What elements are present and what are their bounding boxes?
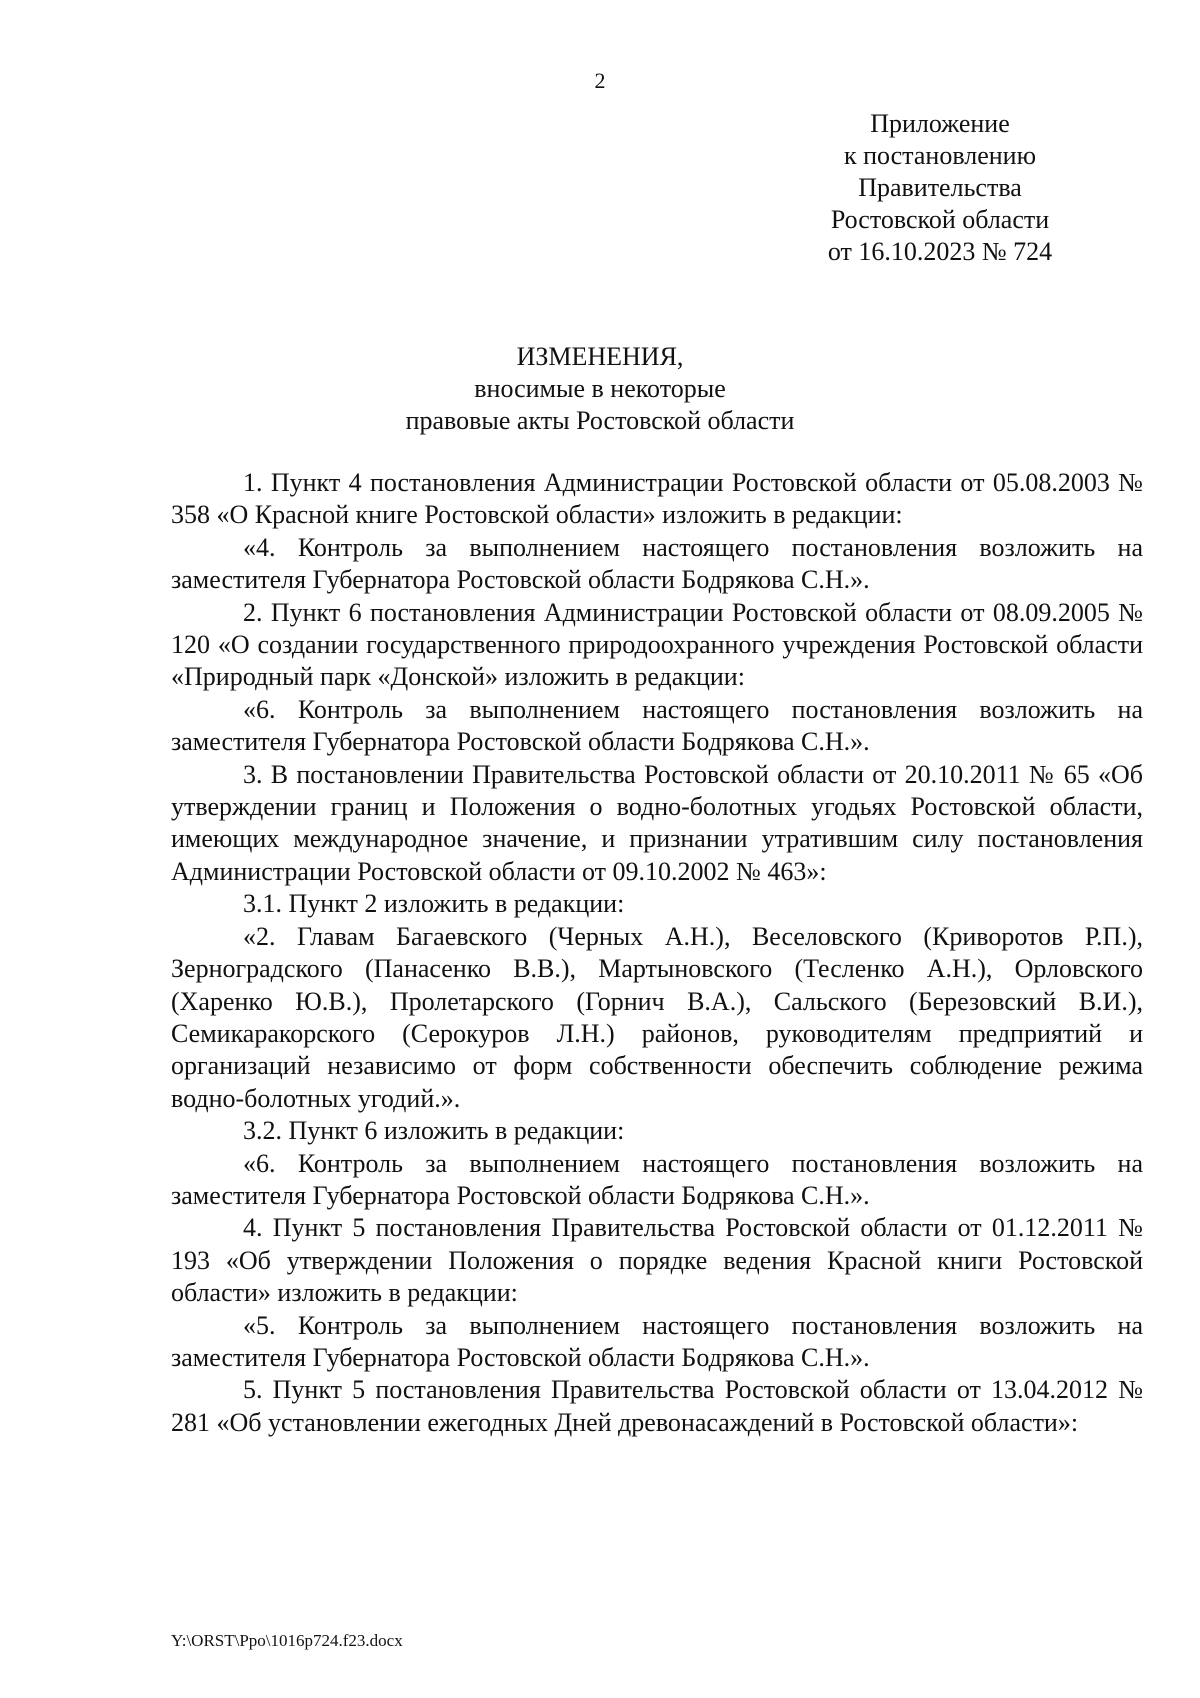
- paragraph: 3.1. Пункт 2 изложить в редакции:: [243, 889, 625, 919]
- paragraph: «5. Контроль за выполнением настоящего постановления возложить на заместителя Губернатора Ростовской области Бодрякова С.Н.».: [171, 1310, 1143, 1372]
- paragraph: «6. Контроль за выполнением настоящего постановления возложить на заместителя Губернатора Ростовской области Бодрякова С.Н.».: [171, 694, 1143, 757]
- appendix-line: Приложение: [870, 109, 1010, 138]
- title-subtitle: правовые акты Ростовской области: [405, 406, 795, 435]
- title-heading: ИЗМЕНЕНИЯ,: [516, 342, 684, 371]
- paragraph: 3. В постановлении Правительства Ростовской области от 20.10.2011 № 65 «Об утверждении границ и Положения о водно-болотных угодьях Ростовской области, имеющих международное значение, и признании утратившим силу постановления Администрации Ростовской области от 09.10.2002 № 463»:: [171, 759, 1143, 886]
- paragraph: 5. Пункт 5 постановления Правительства Ростовской области от 13.04.2012 № 281 «Об установлении ежегодных Дней древонасаждений в Ростовской области»:: [171, 1375, 1143, 1437]
- paragraph: 3.2. Пункт 6 изложить в редакции:: [243, 1116, 625, 1146]
- appendix-line: к постановлению: [843, 141, 1037, 170]
- document-title: [0, 341, 1200, 437]
- page-number: 2: [594, 68, 606, 93]
- appendix-line: от 16.10.2023 № 724: [827, 237, 1053, 266]
- appendix-line: Ростовской области: [830, 205, 1050, 234]
- paragraph: 1. Пункт 4 постановления Администрации Ростовской области от 05.08.2003 № 358 «О Красной книге Ростовской области» изложить в редакции:: [171, 468, 1143, 530]
- paragraph: 2. Пункт 6 постановления Администрации Ростовской области от 08.09.2005 № 120 «О создании государственного природоохранного учреждения Ростовской области «Природный парк «Донской» изложить в редакции:: [171, 597, 1143, 692]
- paragraph: «6. Контроль за выполнением настоящего постановления возложить на заместителя Губернатора Ростовской области Бодрякова С.Н.».: [171, 1148, 1143, 1210]
- paragraph: «4. Контроль за выполнением настоящего постановления возложить на заместителя Губернатора Ростовской области Бодрякова С.Н.».: [171, 532, 1143, 595]
- paragraph: «2. Главам Багаевского (Черных А.Н.), Веселовского (Криворотов Р.П.), Зерноградского (Панасенко В.В.), Мартыновского (Тесленко А.Н.), Орловского (Харенко Ю.В.), Пролетарского (Горнич В.А.), Сальского (Березовский В.И.), Семикаракорского (Серокуров Л.Н.) районов, руководителям предприятий и организаций независимо от форм собственности обеспечить соблюдение режима водно-болотных угодий.».: [171, 921, 1143, 1113]
- footer-file-path: Y:\ORST\Ppo\1016p724.f23.docx: [171, 1631, 403, 1650]
- title-subtitle: вносимые в некоторые: [474, 374, 726, 403]
- document-body: [171, 467, 1143, 1439]
- appendix-line: Правительства: [858, 173, 1022, 202]
- paragraph: 4. Пункт 5 постановления Правительства Ростовской области от 01.12.2011 № 193 «Об утверждении Положения о порядке ведения Красной книги Ростовской области» изложить в редакции:: [171, 1213, 1143, 1308]
- appendix-block: [790, 108, 1090, 268]
